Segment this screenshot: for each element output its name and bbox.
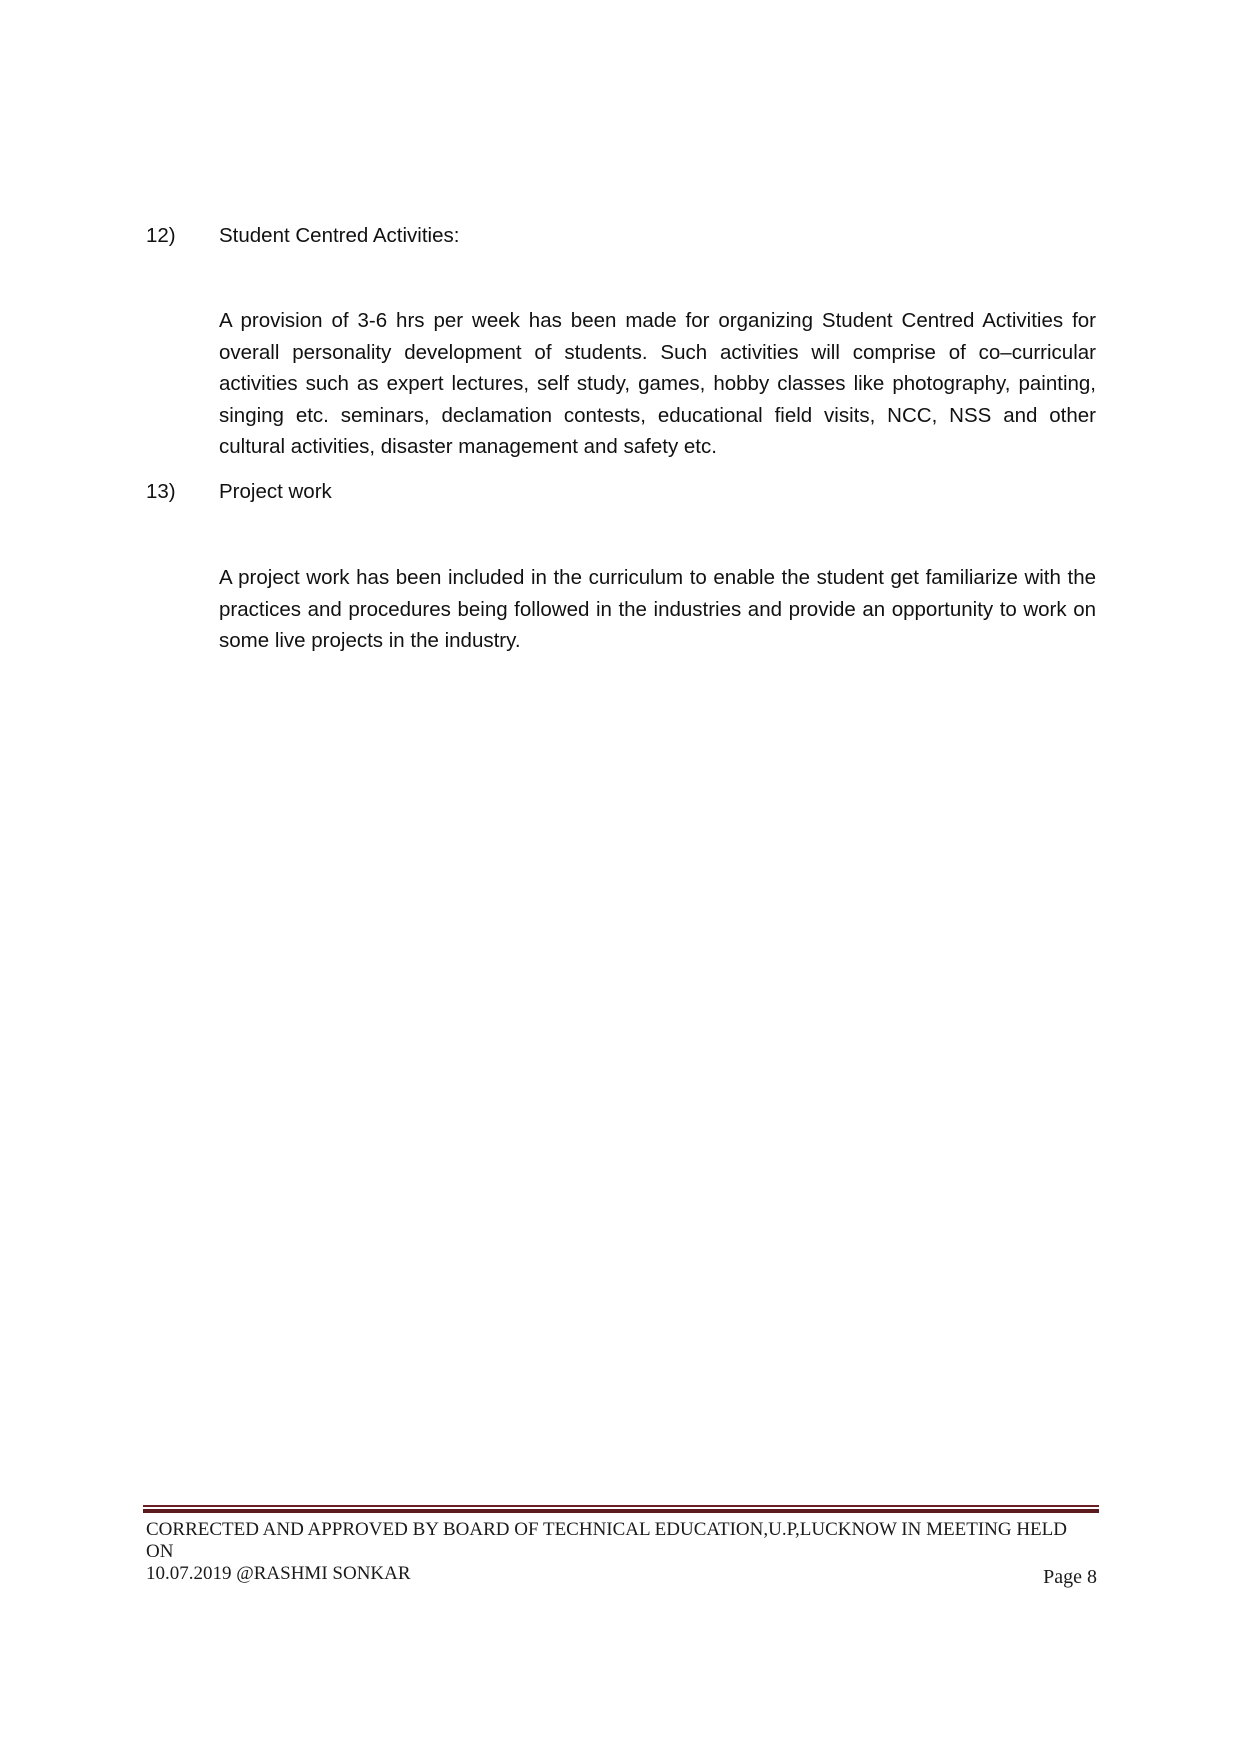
section-number: 13) [146,480,176,503]
section-paragraph-13: A project work has been included in the curriculum to enable the student get familiarize with the practices and procedures being followed in the industries and provide an opportunity to work on some live projects in the industry. [219,566,1096,652]
footer-divider-thin [143,1505,1099,1507]
page-number: Page 8 [1043,1566,1097,1588]
section-number: 12) [146,224,176,247]
section-paragraph-12: A provision of 3-6 hrs per week has been made for organizing Student Centred Activities for overall personality development of students. Such activities will comprise of co–curricular activities such as expert lectures, self study, games, hobby classes like photography, painting, singing etc. seminars, declamation contests, educational field visits, NCC, NSS and other cultural activities, disaster management and safety etc. [219,309,1096,458]
section-title: Student Centred Activities: [219,224,460,247]
section-title: Project work [219,480,332,503]
footer-line-1: CORRECTED AND APPROVED BY BOARD OF TECHNICAL EDUCATION,U.P,LUCKNOW IN MEETING HELD ON [146,1519,1067,1562]
section-heading-13 [146,478,332,506]
footer-line-2: 10.07.2019 @RASHMI SONKAR [146,1563,411,1584]
footer-divider-thick [143,1509,1099,1513]
footer-approval-note [146,1519,1096,1585]
section-heading-12 [146,222,459,250]
